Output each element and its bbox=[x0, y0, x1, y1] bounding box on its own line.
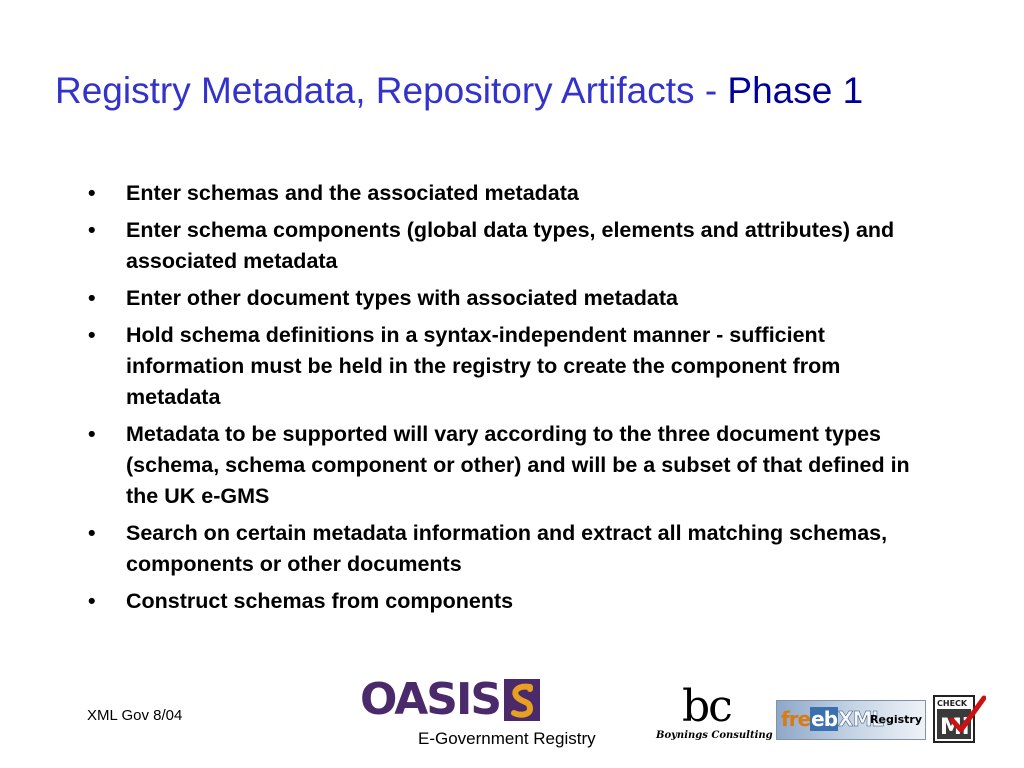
bullet-dot-icon: • bbox=[88, 323, 96, 347]
freebxml-fre: fre bbox=[781, 707, 811, 731]
freebxml-wordmark bbox=[781, 706, 883, 732]
freebxml-eb: eb bbox=[811, 707, 838, 731]
oasis-logo-text: OASIS bbox=[360, 674, 501, 725]
footer-title: E-Government Registry bbox=[418, 729, 596, 748]
freebxml-xml: XML bbox=[838, 707, 884, 731]
check-mi-top-text: CHECK bbox=[937, 699, 968, 708]
boynings-consulting-logo bbox=[656, 681, 776, 744]
bullet-text: Enter schema components (global data types, elements and attributes) and associated metadata bbox=[126, 218, 895, 273]
bullet-item bbox=[88, 178, 918, 209]
check-mi-logo bbox=[932, 694, 986, 744]
bullet-list bbox=[88, 178, 918, 623]
bullet-item bbox=[88, 320, 918, 413]
slide-title-main: Registry Metadata, Repository Artifacts - bbox=[55, 70, 728, 111]
bullet-dot-icon: • bbox=[88, 286, 96, 310]
footer-date: XML Gov 8/04 bbox=[87, 707, 183, 724]
bullet-dot-icon: • bbox=[88, 181, 96, 205]
bullet-item bbox=[88, 518, 918, 580]
slide-title bbox=[55, 70, 863, 112]
bc-logo-caption: Boynings Consulting bbox=[656, 730, 773, 741]
bullet-text: Enter other document types with associated metadata bbox=[126, 286, 678, 310]
bullet-dot-icon: • bbox=[88, 589, 96, 613]
bullet-item bbox=[88, 586, 918, 617]
bullet-dot-icon: • bbox=[88, 422, 96, 446]
bullet-item bbox=[88, 419, 918, 512]
bullet-dot-icon: • bbox=[88, 218, 96, 242]
slide-title-phase: Phase 1 bbox=[727, 70, 864, 111]
bullet-text: Enter schemas and the associated metadata bbox=[126, 181, 579, 205]
bullet-text: Hold schema definitions in a syntax-independent manner - sufficient information must be held in the registry to create the component from metadata bbox=[126, 323, 841, 409]
freebxml-registry-label: Registry bbox=[870, 713, 922, 726]
bullet-text: Metadata to be supported will vary according to the three document types (schema, schema component or other) and will be a subset of that defined in the UK e-GMS bbox=[126, 422, 910, 508]
freebxml-registry-logo bbox=[776, 700, 926, 740]
bullet-item bbox=[88, 283, 918, 314]
bullet-text: Construct schemas from components bbox=[126, 589, 514, 613]
bullet-item bbox=[88, 215, 918, 277]
bullet-dot-icon: • bbox=[88, 521, 96, 545]
check-mi-main-text: Mi bbox=[940, 715, 970, 740]
bullet-text: Search on certain metadata information and extract all matching schemas, components or other documents bbox=[126, 521, 888, 576]
oasis-logo bbox=[360, 674, 540, 725]
oasis-mark-icon bbox=[504, 679, 540, 721]
bc-logo-letters: bc bbox=[682, 681, 731, 732]
